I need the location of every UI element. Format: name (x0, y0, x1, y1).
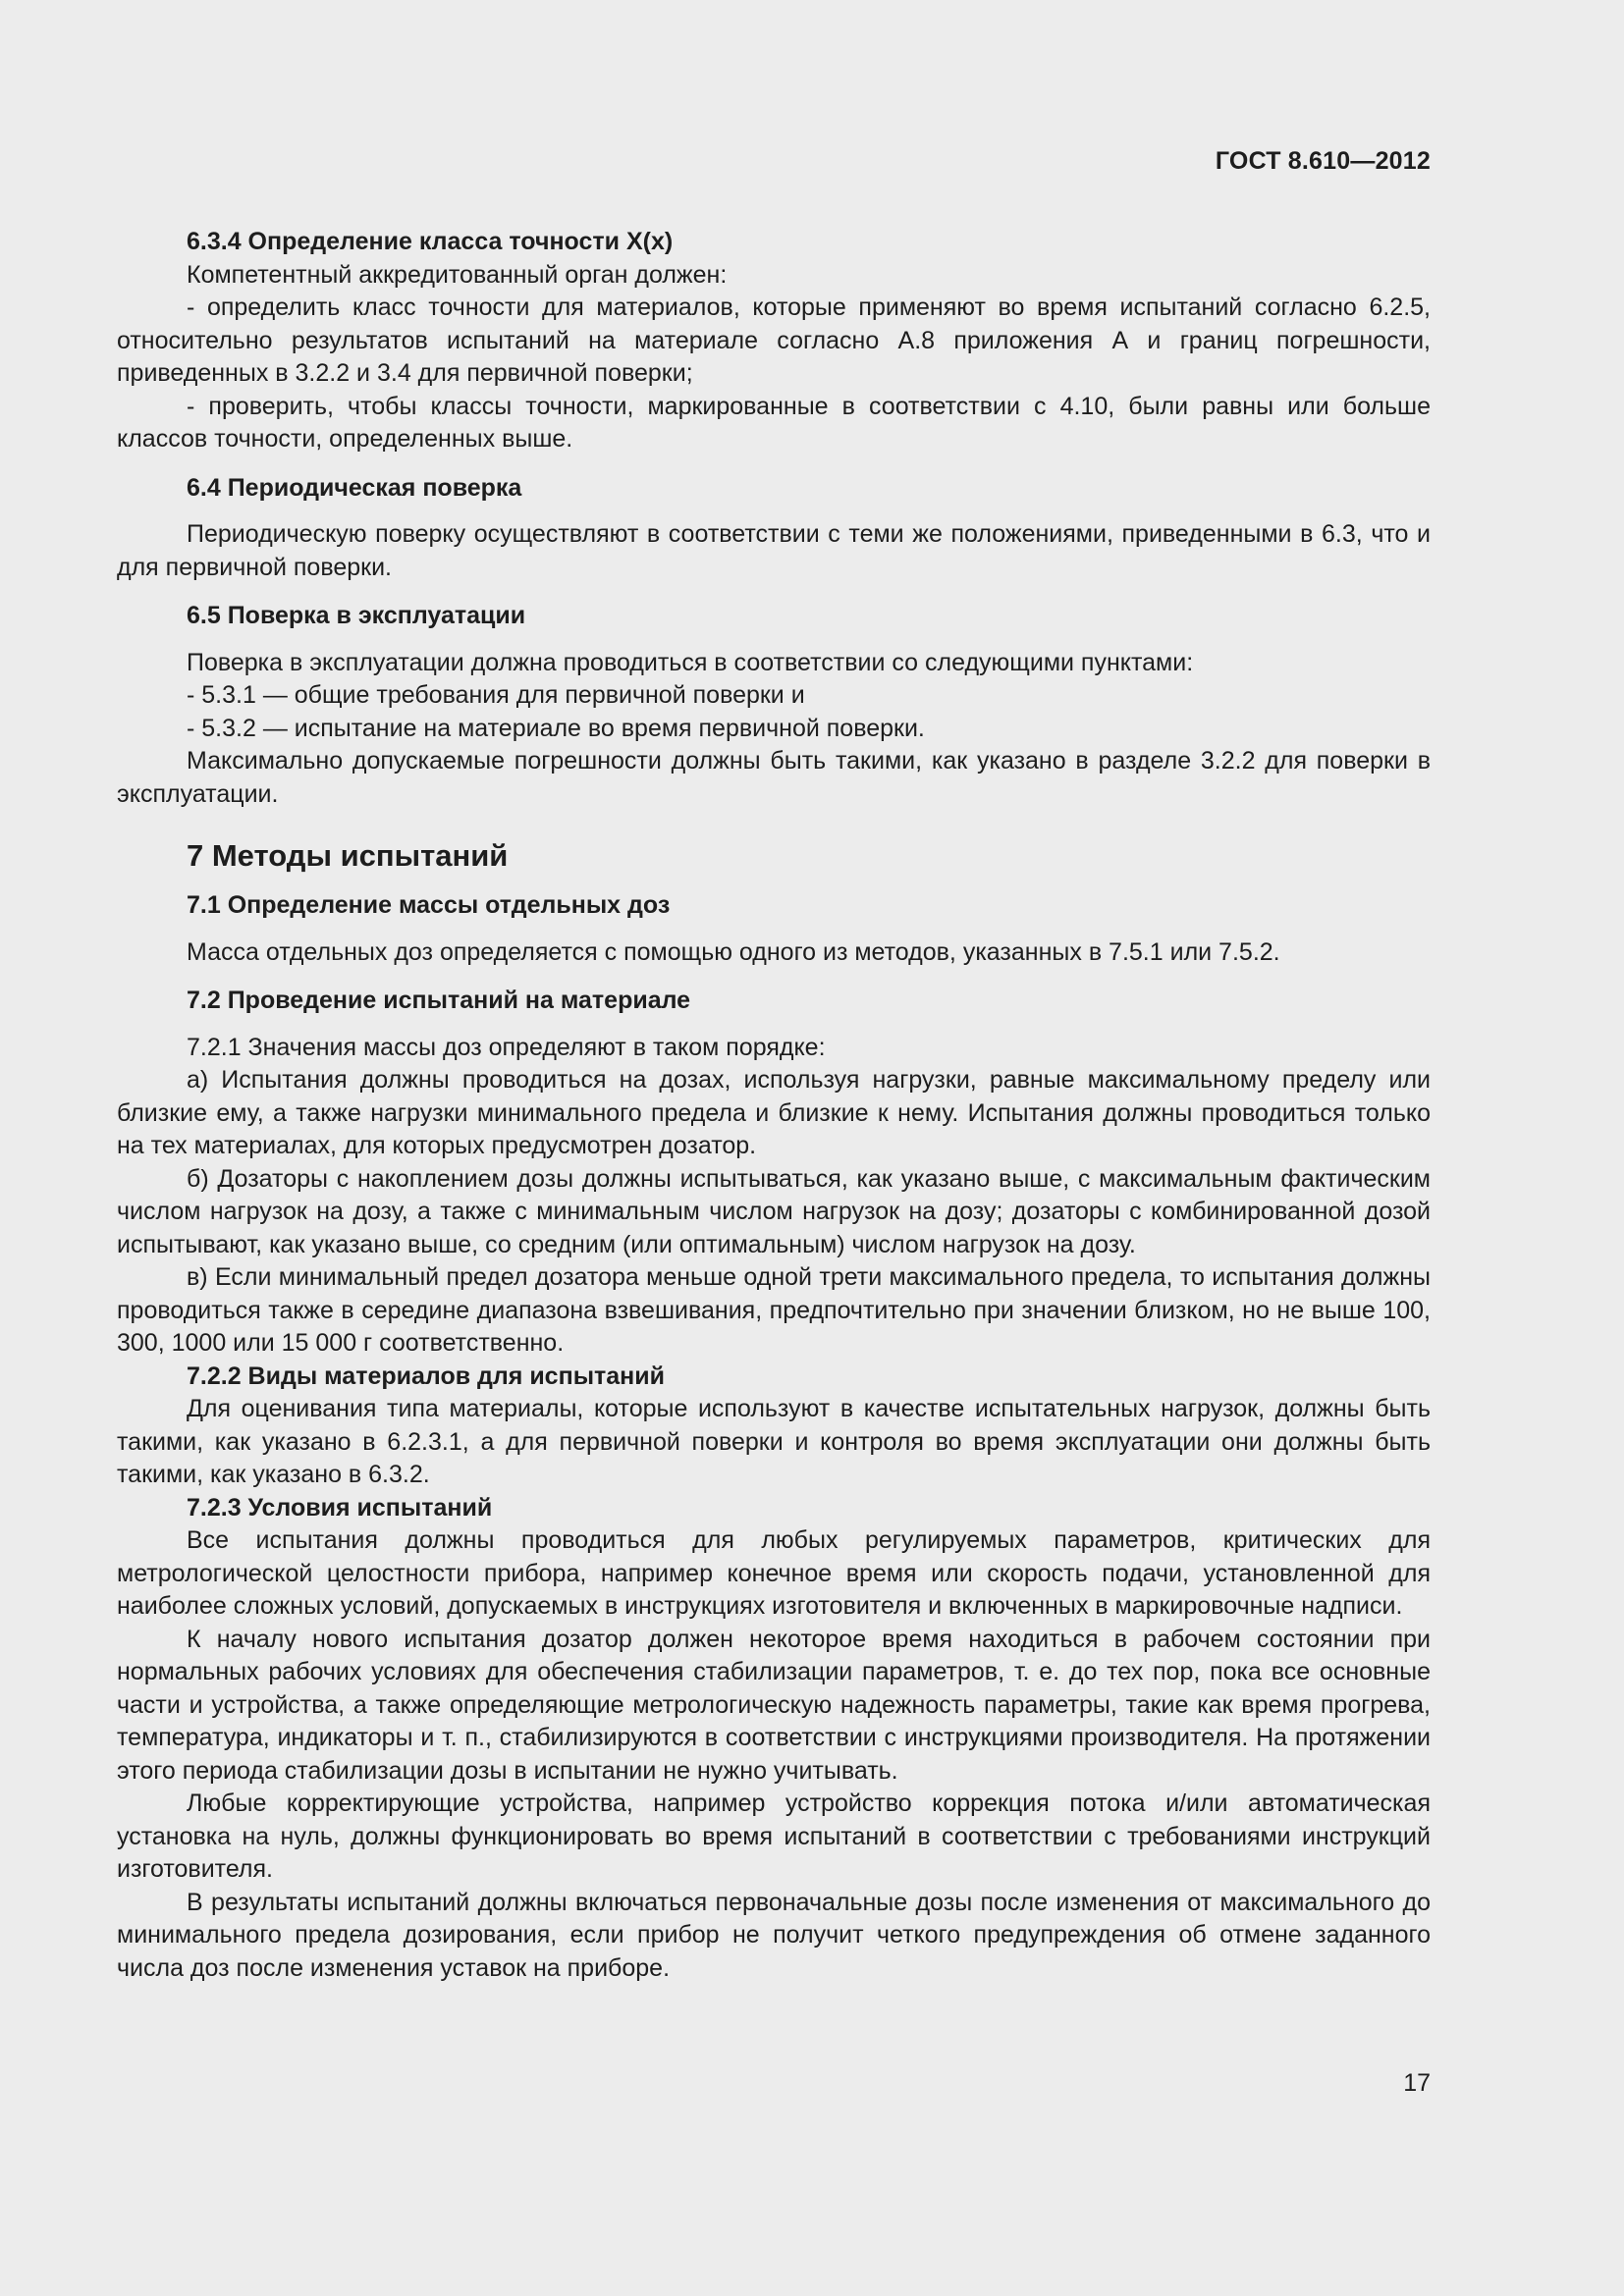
document-id-header: ГОСТ 8.610—2012 (1215, 147, 1431, 175)
list-item: - 5.3.2 — испытание на материале во время первичной поверки. (187, 714, 925, 742)
paragraph: Поверка в эксплуатации должна проводиться в соответствии со следующими пунктами: (187, 648, 1194, 676)
paragraph: а) Испытания должны проводиться на дозах, используя нагрузки, равные максимальному пределу или близкие ему, а также нагрузки минимального предела и близкие к нему. Испытания должны проводиться только на тех материалах, для которых предусмотрен дозатор. (117, 1066, 1431, 1159)
list-item: - определить класс точности для материалов, которые применяют во время испытаний согласно 6.2.5, относительно результатов испытаний на материале согласно А.8 приложения А и границ погрешности, приведенных в 3.2.2 и 3.4 для первичной поверки; (117, 294, 1431, 387)
paragraph: в) Если минимальный предел дозатора меньше одной трети максимального предела, то испытания должны проводиться также в середине диапазона взвешивания, предпочтительно при значении близком, но не выше 100, 300, 1000 или 15 000 г соответственно. (117, 1263, 1431, 1357)
list-item: - 5.3.1 — общие требования для первичной поверки и (187, 681, 805, 709)
paragraph: Для оценивания типа материалы, которые используют в качестве испытательных нагрузок, должны быть такими, как указано в 6.2.3.1, а для первичной поверки и контроля во время эксплуатации они должны быть такими, как указано в 6.3.2. (117, 1395, 1431, 1488)
document-page (117, 0, 1431, 2296)
paragraph: Компетентный аккредитованный орган должен: (187, 260, 728, 289)
paragraph: Периодическую поверку осуществляют в соответствии с теми же положениями, приведенными в 6.3, что и для первичной поверки. (117, 520, 1431, 581)
list-item: - проверить, чтобы классы точности, маркированные в соответствии с 4.10, были равны или больше классов точности, определенных выше. (117, 392, 1431, 453)
section-6-3-4-title: 6.3.4 Определение класса точности X(x) (187, 228, 674, 255)
document-body (117, 226, 1431, 1985)
section-7-2-title: 7.2 Проведение испытаний на материале (187, 987, 691, 1014)
section-6-5-title: 6.5 Поверка в эксплуатации (187, 602, 526, 629)
section-7-2-2-title: 7.2.2 Виды материалов для испытаний (187, 1362, 666, 1390)
section-7-1-title: 7.1 Определение массы отдельных доз (187, 891, 671, 919)
paragraph: б) Дозаторы с накоплением дозы должны испытываться, как указано выше, с максимальным фактическим числом нагрузок на дозу, а также с минимальным числом нагрузок на дозу; дозаторы с комбинированной дозой испытывают, как указано выше, со средним (или оптимальным) числом нагрузок на дозу. (117, 1164, 1431, 1258)
paragraph: 7.2.1 Значения массы доз определяют в таком порядке: (187, 1033, 826, 1061)
paragraph: Максимально допускаемые погрешности должны быть такими, как указано в разделе 3.2.2 для поверки в эксплуатации. (117, 747, 1431, 808)
paragraph: Любые корректирующие устройства, например устройство коррекция потока и/или автоматическая установка на нуль, должны функционировать во время испытаний в соответствии с требованиями инструкций изготовителя. (117, 1789, 1431, 1883)
section-6-4-title: 6.4 Периодическая поверка (187, 473, 522, 502)
paragraph: Все испытания должны проводиться для любых регулируемых параметров, критических для метрологической целостности прибора, например конечное время или скорость подачи, установленной для наиболее сложных условий, допускаемых в инструкциях изготовителя и включенных в маркировочные надписи. (117, 1526, 1431, 1620)
page-number: 17 (1403, 2069, 1431, 2097)
paragraph: Масса отдельных доз определяется с помощью одного из методов, указанных в 7.5.1 или 7.5.2. (187, 937, 1280, 966)
paragraph: В результаты испытаний должны включаться первоначальные дозы после изменения от максимального до минимального предела дозирования, если прибор не получит четкого предупреждения об отмене заданного числа доз после изменения уставок на приборе. (117, 1888, 1431, 1982)
paragraph: К началу нового испытания дозатор должен некоторое время находиться в рабочем состоянии при нормальных рабочих условиях для обеспечения стабилизации параметров, т. е. до тех пор, пока все основные части и устройства, а также определяющие метрологическую надежность параметры, такие как время прогрева, температура, индикаторы и т. п., стабилизируются в соответствии с инструкциями производителя. На протяжении этого периода стабилизации дозы в испытании не нужно учитывать. (117, 1625, 1431, 1785)
section-7-2-3-title: 7.2.3 Условия испытаний (187, 1493, 493, 1522)
chapter-7-title: 7 Методы испытаний (187, 838, 509, 873)
